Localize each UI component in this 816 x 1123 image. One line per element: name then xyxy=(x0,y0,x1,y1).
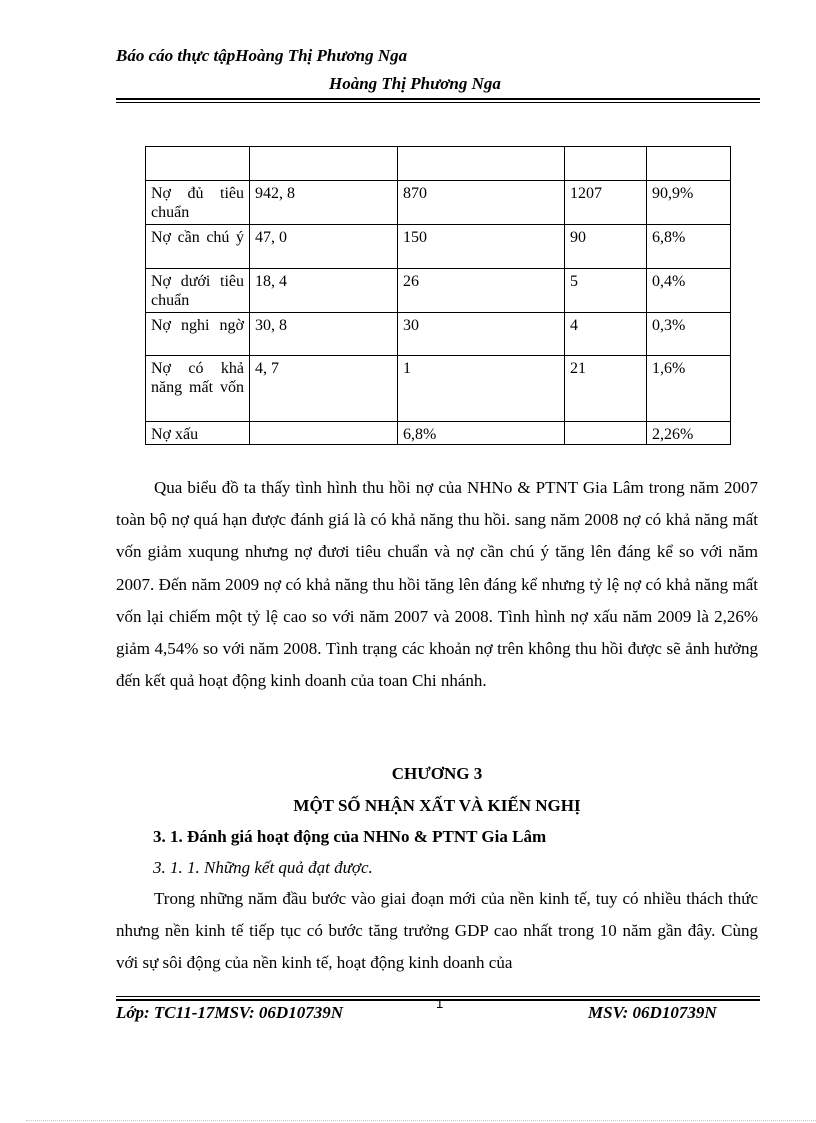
table-cell: 26 xyxy=(398,269,565,313)
chapter-title: MỘT SỐ NHẬN XẤT VÀ KIẾN NGHỊ xyxy=(293,796,581,815)
intro-paragraph xyxy=(116,883,758,980)
page-number: 1 xyxy=(436,996,444,1011)
table-row xyxy=(146,313,731,356)
debt-classification-table xyxy=(145,146,731,445)
analysis-paragraph-text: Qua biểu đồ ta thấy tình hình thu hồi nợ của NHNo & PTNT Gia Lâm trong năm 2007 toàn bộ nợ quá hạn được đánh giá là có khả năng thu hồi. sang năm 2008 nợ có khả năng mất vốn giảm xuqung nhưng nợ đươi tiêu chuẩn và nợ cần chú ý tăng lên đáng kể so với năm 2007. Đến năm 2009 nợ có khả năng thu hồi tăng lên đáng kể nhưng tỷ lệ nợ có khả năng mất vốn lại chiếm một tỷ lệ cao so với năm 2007 và 2008. Tình hình nợ xấu năm 2009 là 2,26% giảm 4,54% so với năm 2008. Tình trạng các khoản nợ trên không thu hồi được sẽ ảnh hưởng đến kết quả hoạt động kinh doanh của toan Chi nhánh. xyxy=(116,478,758,691)
table-cell xyxy=(250,147,398,181)
table-row xyxy=(146,422,731,445)
table-cell: 0,4% xyxy=(647,269,731,313)
table-cell: 0,3% xyxy=(647,313,731,356)
table-cell: 2,26% xyxy=(647,422,731,445)
table-row xyxy=(146,181,731,225)
header-rule-thick xyxy=(116,98,760,100)
table-cell: Nợ xấu xyxy=(146,422,250,445)
subsection-heading: 3. 1. 1. Những kết quả đạt được. xyxy=(153,858,373,877)
table-cell: Nợ có khả năng mất vốn xyxy=(146,356,250,422)
header-rule-thin xyxy=(116,102,760,103)
table-cell: 870 xyxy=(398,181,565,225)
table-cell: 5 xyxy=(565,269,647,313)
header-title: Báo cáo thực tậpHoàng Thị Phương Nga xyxy=(116,46,408,65)
table-cell: Nợ cần chú ý xyxy=(146,225,250,269)
table-cell: 6,8% xyxy=(398,422,565,445)
table-cell xyxy=(565,422,647,445)
table-cell xyxy=(398,147,565,181)
header-author: Hoàng Thị Phương Nga xyxy=(329,74,501,93)
table-cell: 18, 4 xyxy=(250,269,398,313)
section-heading: 3. 1. Đánh giá hoạt động của NHNo & PTNT Gia Lâm xyxy=(153,827,547,846)
chapter-number: CHƯƠNG 3 xyxy=(391,764,483,783)
table-cell: 4, 7 xyxy=(250,356,398,422)
table-cell: 47, 0 xyxy=(250,225,398,269)
table-row xyxy=(146,147,731,181)
table-cell: 1,6% xyxy=(647,356,731,422)
table-cell: Nợ nghi ngờ xyxy=(146,313,250,356)
table-cell: 1207 xyxy=(565,181,647,225)
intro-paragraph-text: Trong những năm đầu bước vào giai đoạn mới của nền kinh tế, tuy có nhiều thách thức nhưng nền kinh tế tiếp tục có bước tăng trưởng GDP cao nhất trong 10 năm gần đây. Cùng với sự sôi động của nền kinh tế, hoạt động kinh doanh của xyxy=(116,889,758,973)
table-cell: 30, 8 xyxy=(250,313,398,356)
table-cell xyxy=(647,147,731,181)
table-row xyxy=(146,269,731,313)
table-cell: 4 xyxy=(565,313,647,356)
table-cell: Nợ dưới tiêu chuẩn xyxy=(146,269,250,313)
table-cell: 150 xyxy=(398,225,565,269)
table-cell xyxy=(146,147,250,181)
footer-student-id: MSV: 06D10739N xyxy=(588,1003,717,1022)
table-row xyxy=(146,225,731,269)
table-cell: 90 xyxy=(565,225,647,269)
table-cell: 6,8% xyxy=(647,225,731,269)
table-cell: 90,9% xyxy=(647,181,731,225)
analysis-paragraph xyxy=(116,472,758,697)
table-cell: 1 xyxy=(398,356,565,422)
table-cell: Nợ đủ tiêu chuẩn xyxy=(146,181,250,225)
table-cell: 21 xyxy=(565,356,647,422)
table-cell: 30 xyxy=(398,313,565,356)
table-row xyxy=(146,356,731,422)
page-edge-divider xyxy=(26,1120,816,1121)
table-cell: 942, 8 xyxy=(250,181,398,225)
table-cell xyxy=(565,147,647,181)
footer-class-id: Lớp: TC11-17MSV: 06D10739N xyxy=(116,1003,343,1022)
table-cell xyxy=(250,422,398,445)
